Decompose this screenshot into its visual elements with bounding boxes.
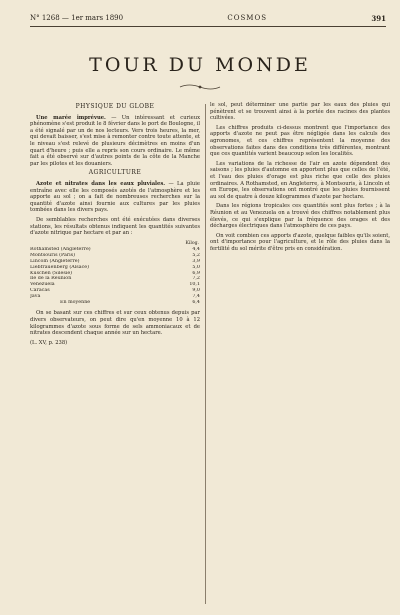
article-paragraph: On voit combien ces apports d'azote, quelque faibles qu'ils soient, ont d'importance pour l'agriculture, et le rôle des pluies dans la fertilité du sol mérite d'être pris en considération. bbox=[210, 232, 390, 252]
article-heading: Une marée imprévue. bbox=[36, 114, 106, 121]
azote-table bbox=[30, 240, 200, 306]
journal-name: COSMOS bbox=[227, 14, 268, 22]
table-total-row bbox=[30, 300, 200, 306]
issue-info: N° 1268 — 1er mars 1890 bbox=[30, 14, 124, 22]
article-azote bbox=[30, 181, 200, 214]
article-maree bbox=[30, 115, 200, 168]
table-row-value: 4,4 bbox=[192, 247, 200, 253]
article-paragraph: Dans les régions tropicales ces quantités sont plus fortes ; à la Réunion et au Venezuela on a trouvé des chiffres notablement plus élevés, ce qui s'explique par la fréquence des orages et des décharges électriques dans l'atmosphère de ces pays. bbox=[210, 203, 390, 230]
table-row-value: 6,9 bbox=[192, 270, 200, 276]
article-paragraph: le sol, peut déterminer une partie par les eaux des pluies qui pénètrent et se trouvent ainsi à la portée des racines des plantes cultivées. bbox=[210, 102, 390, 122]
table-row-label: Java bbox=[30, 293, 41, 299]
table-row-label: Montsouris (Paris) bbox=[30, 253, 75, 259]
footnote-reference: (L. XV, p. 238) bbox=[30, 339, 68, 346]
table-row-label: Caracas bbox=[30, 288, 50, 294]
table-row-label: Lincoln (Angleterre) bbox=[30, 259, 80, 265]
column-divider bbox=[205, 104, 206, 604]
left-column bbox=[30, 102, 200, 349]
table-header: Kilog. bbox=[185, 240, 199, 246]
article-body: — La pluie entraîne avec elle les composés azotés de l'atmosphère et les apporte au sol ; on a fait de nombreuses recherches sur la quantité d'azote ainsi fournie aux cultures par les pluies tombées dans les divers pays. bbox=[30, 180, 201, 214]
table-row-label: Venezuela bbox=[30, 282, 55, 288]
table-row-label: Kuschen (Silésie) bbox=[30, 270, 73, 276]
article-heading: Azote et nitrates dans les eaux pluviales. bbox=[36, 180, 166, 187]
article-paragraph: De semblables recherches ont été exécutées dans diverses stations, les résultats obtenus indiquent les quantités suivantes d'azote nitrique par hectare et par an : bbox=[30, 216, 200, 237]
article-paragraph: Les chiffres produits ci-dessus montrent que l'importance des apports d'azote ne peut pas être négligée dans les calculs des agronomes, et ces chiffres représentent la moyenne des observations faites dans des conditions très différentes, montrant que ces quantités varient beaucoup selon les localités. bbox=[210, 124, 390, 158]
page-title: TOUR DU MONDE bbox=[89, 54, 311, 76]
table-total-value: 6,4 bbox=[192, 299, 200, 305]
table-row-label: Rothamsted (Angleterre) bbox=[30, 247, 91, 253]
article-body: — Un intéressant et curieux phénomène s'est produit le 8 février dans le port de Boulogne, il a été signalé par un de nos lecteurs. Vers trois heures, la mer, qui devait baisser, s'est mise à remonter contre toute attente, et le niveau s'est relevé de plusieurs décimètres en moins d'un quart d'heure ; puis elle a repris son cours ordinaire. Le même fait a été observé sur d'autres points de la côte de la Manche par les pilotes et les douaniers. bbox=[30, 114, 201, 167]
table-row-value: 5,2 bbox=[192, 253, 200, 259]
article-paragraph: On se basant sur ces chiffres et sur ceux obtenus depuis par divers observateurs, on peut dire qu'en moyenne 10 à 12 kilogrammes d'azote sous forme de sels ammoniacaux et de nitrates descendent chaque année sur un hectare. bbox=[30, 310, 200, 337]
title-ornament bbox=[178, 82, 222, 92]
table-row-value: 9,0 bbox=[192, 288, 200, 294]
table-total-label: En moyenne bbox=[60, 299, 91, 305]
table-row-value: 7,2 bbox=[192, 276, 200, 282]
table-row-label: Ile de la Réunion bbox=[30, 276, 72, 282]
table-row-value: 5,0 bbox=[192, 264, 200, 270]
article-paragraph: Les variations de la richesse de l'air en azote dépendent des saisons ; les pluies d'automne en apportent plus que celles de l'été, et l'eau des pluies d'orage est plus riche que celle des pluies ordinaires. A Rothamsted, en Angleterre, à Montsouris, à Lincoln et en Europe, les observations ont montré que les pluies fournissent au sol de quatre à douze kilogrammes d'azote par hectare. bbox=[210, 160, 390, 200]
table-row-label: Liebfrauenberg (Alsace) bbox=[30, 264, 89, 270]
table-row-value: 10,1 bbox=[189, 282, 200, 288]
section-heading-agriculture: AGRICULTURE bbox=[88, 169, 142, 177]
page-number: 391 bbox=[371, 13, 386, 23]
table-row-value: 7,4 bbox=[192, 293, 200, 299]
section-heading-physique: PHYSIQUE DU GLOBE bbox=[75, 103, 155, 110]
right-column bbox=[210, 102, 390, 255]
table-row-value: 3,9 bbox=[192, 259, 200, 265]
running-header bbox=[30, 12, 386, 27]
